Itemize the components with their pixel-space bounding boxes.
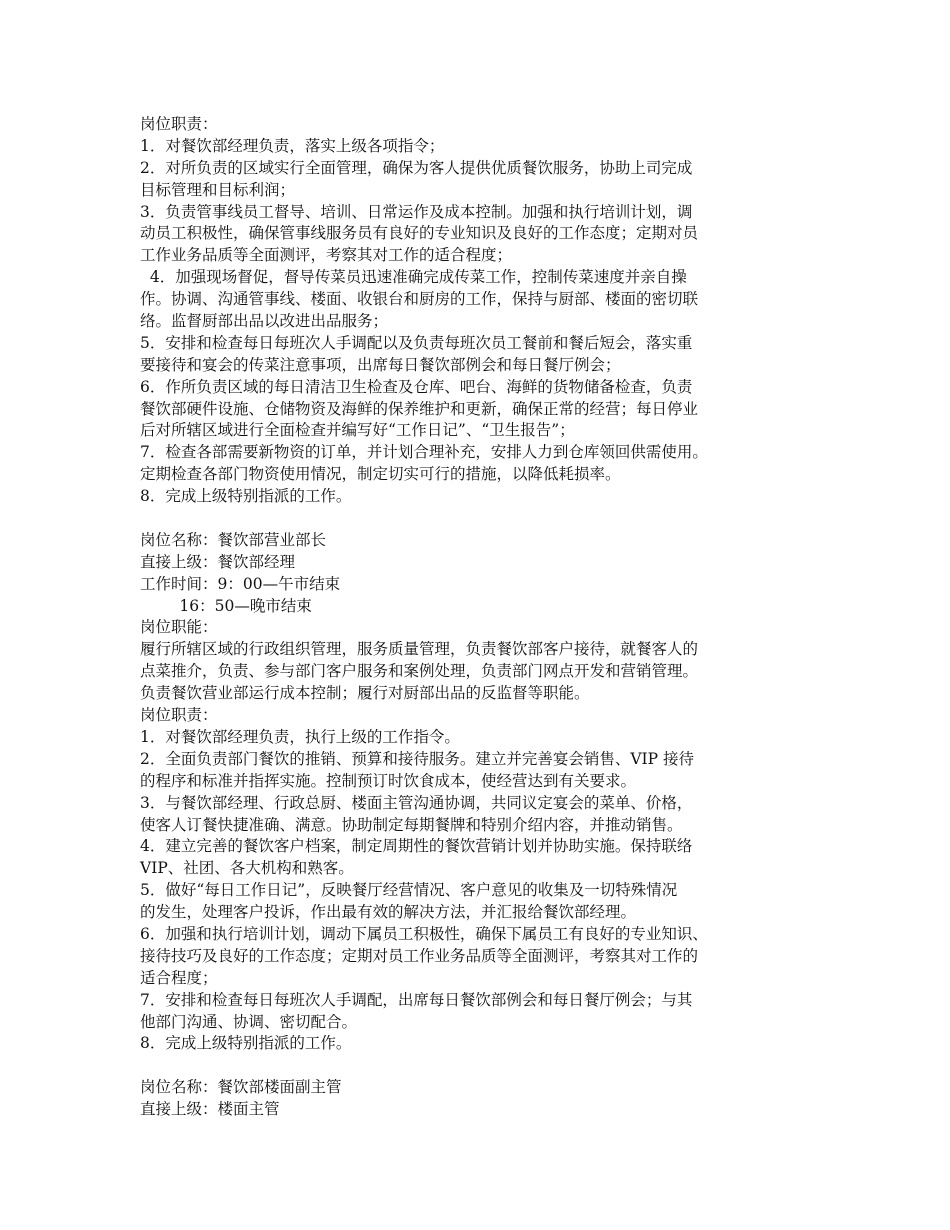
text-line: 2．对所负责的区域实行全面管理，确保为客人提供优质餐饮服务，协助上司完成 [140,158,693,177]
text-line: 3．负责管事线员工督导、培训、日常运作及成本控制。加强和执行培训计划，调 [140,202,693,221]
text-line: 1．对餐饮部经理负责，执行上级的工作指令。 [140,727,460,746]
text-line: 接待技巧及良好的工作态度；定期对员工作业务品质等全面测评，考察其对工作的 [140,946,699,965]
text-line: 6．加强和执行培训计划，调动下属员工积极性，确保下属员工有良好的专业知识、 [140,924,708,943]
text-line: 4．建立完善的餐饮客户档案，制定周期性的餐饮营销计划并协助实施。保持联络 [140,837,693,856]
text-line: 点菜推介，负责、参与部门客户服务和案例处理，负责部门网点开发和营销管理。 [140,662,699,681]
text-line: 直接上级：楼面主管 [140,1100,280,1119]
text-line: 8．完成上级特别指派的工作。 [140,1034,352,1053]
text-line: 履行所辖区域的行政组织管理，服务质量管理，负责餐饮部客户接待，就餐客人的 [140,640,699,659]
text-line: 16：50—晚市结束 [140,596,312,615]
text-line: 作。协调、沟通管事线、楼面、收银台和厨房的工作，保持与厨部、楼面的密切联 [140,290,699,309]
text-line: 目标管理和目标利润； [140,180,296,199]
text-line: 1．对餐饮部经理负责，落实上级各项指令； [140,136,445,155]
text-line: 5．安排和检查每日每班次人手调配以及负责每班次员工餐前和餐后短会，落实重 [140,333,693,352]
text-line: 适合程度； [140,968,218,987]
text-line: 8．完成上级特别指派的工作。 [140,487,352,506]
text-line: VIP、社团、各大机构和熟客。 [140,859,354,878]
text-line: 6．作所负责区域的每日清洁卫生检查及仓库、吧台、海鲜的货物储备检查，负责 [140,377,693,396]
text-line: 岗位职能： [140,618,218,637]
text-line: 负责餐饮营业部运行成本控制；履行对厨部出品的反监督等职能。 [140,684,590,703]
text-line: 岗位职责： [140,115,218,133]
text-line: 5．做好“每日工作日记”，反映餐厅经营情况、客户意见的收集及一切特殊情况 [140,881,678,900]
text-line: 络。监督厨部出品以改进出品服务； [140,312,389,331]
text-line: 要接待和宴会的传菜注意事项，出席每日餐饮部例会和每日餐厅例会； [140,355,621,374]
text-line: 后对所辖区域进行全面检查并编写好“工作日记”、“卫生报告”； [140,421,575,440]
text-line: 的程序和标准并指挥实施。控制预订时饮食成本，使经营达到有关要求。 [140,771,637,790]
blank-line [140,508,820,530]
text-line: 直接上级：餐饮部经理 [140,552,296,571]
text-line: 岗位名称：餐饮部营业部长 [140,530,327,549]
text-line: 工作业务品质等全面测评，考察其对工作的适合程度； [140,246,513,265]
document-body [140,114,820,1121]
text-line: 使客人订餐快捷准确、满意。协助制定每期餐牌和特别介绍内容，并推动销售。 [140,815,683,834]
text-line: 定期检查各部门物资使用情况，制定切实可行的措施，以降低耗损率。 [140,465,621,484]
text-line: 3．与餐饮部经理、行政总厨、楼面主管沟通协调，共同议定宴会的菜单、价格， [140,793,693,812]
text-line: 他部门沟通、协调、密切配合。 [140,1012,358,1031]
text-line: 7．检查各部需要新物资的订单，并计划合理补充，安排人力到仓库领回供需使用。 [140,443,708,462]
blank-line [140,1055,820,1077]
text-line: 岗位职责： [140,706,218,725]
text-line: 餐饮部硬件设施、仓储物资及海鲜的保养维护和更新，确保正常的经营；每日停业 [140,399,699,418]
text-line: 2．全面负责部门餐饮的推销、预算和接待服务。建立并完善宴会销售、VIP 接待 [140,749,695,768]
text-line: 岗位名称：餐饮部楼面副主管 [140,1078,342,1097]
text-line: 4．加强现场督促，督导传菜员迅速准确完成传菜工作，控制传菜速度并亲自操 [140,268,687,287]
text-line: 7．安排和检查每日每班次人手调配，出席每日餐饮部例会和每日餐厅例会；与其 [140,990,693,1009]
text-line: 工作时间：9：00—午市结束 [140,574,341,593]
text-line: 的发生，处理客户投诉，作出最有效的解决方法，并汇报给餐饮部经理。 [140,903,637,922]
text-line: 动员工积极性，确保管事线服务员有良好的专业知识及良好的工作态度；定期对员 [140,224,699,243]
